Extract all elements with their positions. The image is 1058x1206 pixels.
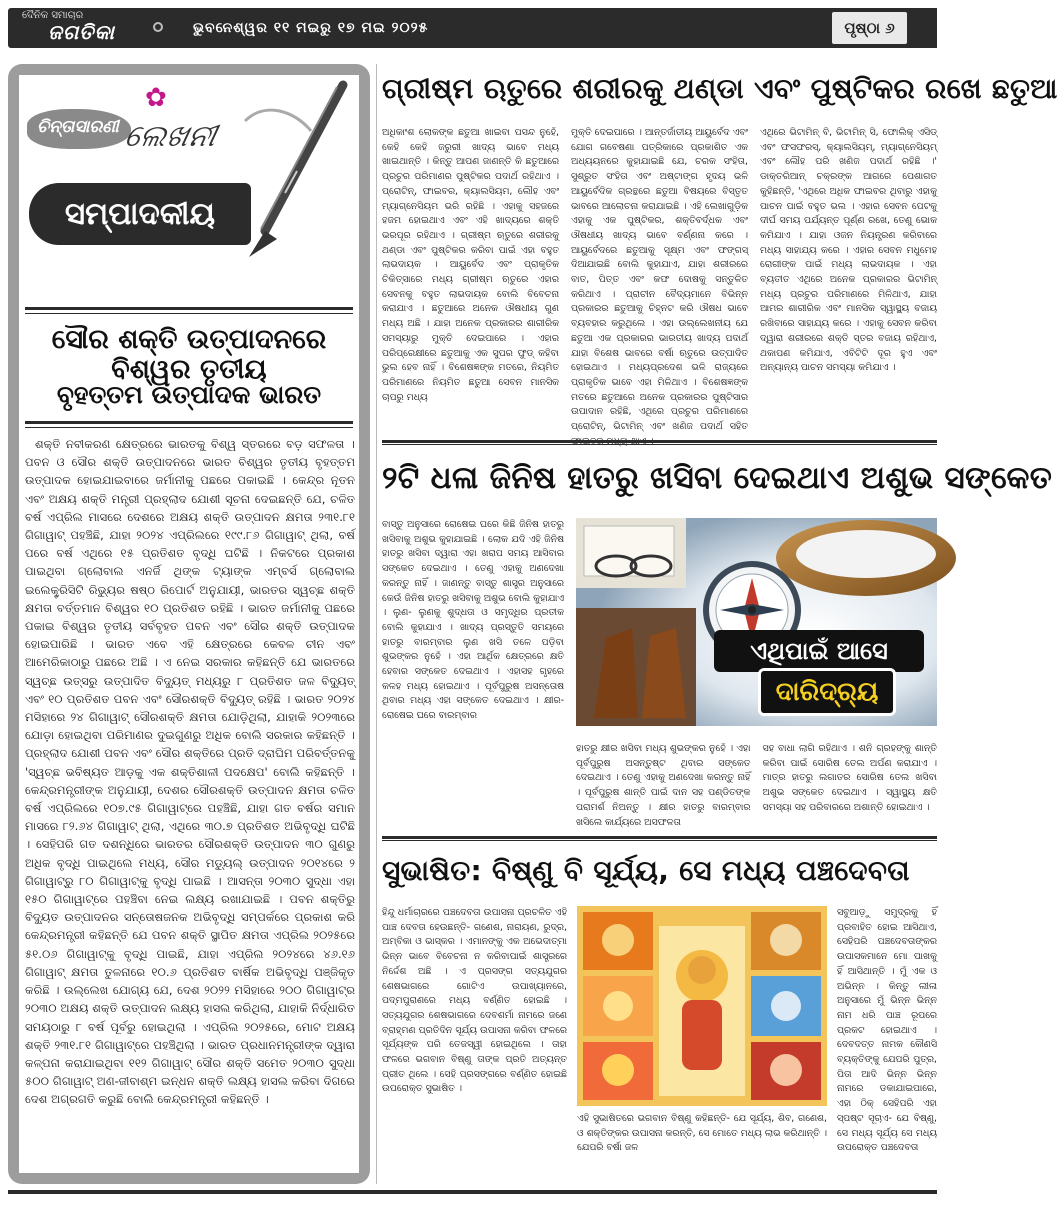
newspaper-logo bbox=[8, 8, 173, 48]
editorial-headline-line2: ବୃହତ୍ତମ ଉତ୍ପାଦକ ଭାରତ bbox=[56, 380, 322, 409]
editorial-banner bbox=[25, 81, 353, 261]
article-vastu bbox=[382, 450, 1053, 852]
editorial-headline-line1: ସୌର ଶକ୍ତି ଉତ୍ପାଦନରେ ବିଶ୍ୱର ତୃତୀୟ bbox=[51, 324, 327, 385]
article-intro: ବାସ୍ତୁ ଅନୁସାରେ ରୋଷେଇ ଘରେ କିଛି ଜିନିଷ ହାତରୁ ଖସିବାକୁ ଅଶୁଭ କୁହାଯାଇଛି । ଲୋକ ଯଦି ଏହି ଜିନିଷ ହାତରୁ ଖସିବା ଦ୍ୱାରା ଏହା ଖରାପ ସମୟ ଆସିବାର ସଙ୍କେତ ଦେଇଥାଏ । ତେଣୁ ଏହାକୁ ଅଣଦେଖା କରନ୍ତୁ ନାହିଁ । ଜାଣନ୍ତୁ ବାସ୍ତୁ ଶାସ୍ତ୍ର ଅନୁସାରେ କେଉଁ ଜିନିଷ ହାତରୁ ଖସିବାକୁ ଅଶୁଭ ବୋଲି କୁହାଯାଏ । ଲୁଣ- ଲୁଣକୁ ଶୁଦ୍ଧତା ଓ ସମୃଦ୍ଧିର ପ୍ରତୀକ ବୋଲି କୁହାଯାଏ । ଖାଦ୍ୟ ପ୍ରସ୍ତୁତି ସମୟରେ ହାତରୁ ବାରମ୍ବାର ଲୁଣ ଖସି ତଳେ ପଡ଼ିବା ଶୁଭଙ୍କର ନୁହେଁ । ଏହା ଆର୍ଥିକ କ୍ଷେତ୍ରରେ କ୍ଷତି ହେବାର ସଙ୍କେତ ଦେଇଥାଏ । ଏହାସହ ଗୃହରେ କଳହ ମଧ୍ୟ ହୋଇଥାଏ । ପୂର୍ବପୁରୁଷ ଅସନ୍ତୋଷ ଥିବାର ମଧ୍ୟ ଏହା ସଙ୍କେତ ଦେଇଥାଏ । କ୍ଷୀର- ରୋଷେଇ ଘରେ ବାରମ୍ବାର bbox=[382, 519, 564, 722]
article-headline: ଗ୍ରୀଷ୍ମ ଋତୁରେ ଶରୀରକୁ ଥଣ୍ଡା ଏବଂ ପୁଷ୍ଟିକର ରଖେ ଛତୁଆ bbox=[382, 72, 1058, 105]
article-headline: ସୁଭାଷିତ: ବିଷ୍ଣୁ ବି ସୂର୍ଯ୍ୟ, ସେ ମଧ୍ୟ ପଞ୍ଚଦେବତା bbox=[382, 854, 910, 887]
salt-shoes-photo bbox=[576, 518, 937, 726]
logo-small-text: ଦୈନିକ ସମାଚାର bbox=[22, 10, 84, 21]
section-title-box bbox=[29, 183, 251, 245]
section-title: ସମ୍ପାଦକୀୟ bbox=[64, 195, 216, 232]
photo-overlay bbox=[714, 630, 924, 672]
editorial-body bbox=[25, 435, 355, 1165]
article-column: ସହ ବାଧା ଲାଗି ରହିଥାଏ । ଶନି ଗ୍ରହଙ୍କୁ ଶାନ୍ତି କରିବା ପାଇଁ ସୋରିଷ ତେଲ ଅର୍ପଣ କରାଯାଏ । ମାତ୍ର ହାତରୁ ଲଗାତର ସୋରିଷ ତେଲ ଖସିବା ଅଶୁଭ ସଙ୍କେତ ଦେଇଥାଏ । ସ୍ୱାସ୍ଥ୍ୟ କ୍ଷତି ସମସ୍ୟା ସହ ପରିବାରରେ ଅଶାନ୍ତି ହୋଇଥାଏ । bbox=[762, 743, 937, 813]
article-column: ଅଧିକାଂଶ ଲୋକଙ୍କ ଛତୁଆ ଖାଇବା ପସନ୍ଦ ନୁହେଁ, କେହି କେହି ଜରୁରୀ ଖାଦ୍ୟ ଭାବେ ମଧ୍ୟ ଖାଇଥାନ୍ତି । କିନ୍ତୁ ଆପଣ ଜାଣନ୍ତି କି ଛତୁଆରେ ପ୍ରଚୁର ପରିମାଣର ପୁଷ୍ଟିକର ପଦାର୍ଥ ରହିଥାଏ । ପ୍ରୋଟିନ୍, ଫାଇବର, କ୍ୟାଲସିୟମ, ଲୌହ ଏବଂ ମ୍ୟାଗ୍ନେସିୟମ ଭରି ରହିଛି । ଏହାକୁ ସହଜରେ ହଜମ ହୋଇଥାଏ ଏବଂ ଏହି ଖାଦ୍ୟରେ ଶକ୍ତି ଭରପୂର ରହିଥାଏ । ଗ୍ରୀଷ୍ମ ଋତୁରେ ଶରୀରକୁ ଥଣ୍ଡା ଏବଂ ପୁଷ୍ଟିକର କରିବା ପାଇଁ ଏହା ବହୁତ ଲାଭଦାୟକ । ଆୟୁର୍ବେଦ ଏବଂ ପ୍ରାକୃତିକ ଚିକିତ୍ସାରେ ମଧ୍ୟ ଗ୍ରୀଷ୍ମ ଋତୁରେ ଏହାର ସେବନକୁ ବହୁତ ଲାଭଦାୟକ ବୋଲି ବିବେଚନା କରାଯାଏ । ଛତୁଆରେ ଅନେକ ଔଷଧୀୟ ଗୁଣ ମଧ୍ୟ ଅଛି । ଯାହା ଅନେକ ପ୍ରକାରର ଶାରୀରିକ ସମସ୍ୟାରୁ ମୁକ୍ତି ଦେଇପାରେ । ଏହାର ପରିପ୍ରେକ୍ଷୀରେ ଛତୁଆକୁ ଏକ ସୁପର ଫୁଡ୍ କହିବା ଭୁଲ ହେବ ନାହିଁ । ବିଶେଷଜ୍ଞଙ୍କ ମତରେ, ନିୟମିତ ପରିମାଣରେ ନିୟମିତ ଛତୁଆ ସେବନ ମାନସିକ ଚାପରୁ ମଧ୍ୟ bbox=[382, 127, 559, 403]
photo-overlay-accent bbox=[758, 668, 896, 716]
banner-scribble: ଲେଖନୀ bbox=[121, 119, 220, 154]
article-image-column bbox=[577, 906, 827, 1182]
overlay-line2: ଦାରିଦ୍ର୍ୟ bbox=[775, 676, 879, 707]
panchadevata-image bbox=[577, 906, 827, 1106]
article-column: ମୁକ୍ତି ଦେଇପାରେ । ଆନ୍ତର୍ଜାତୀୟ ଆୟୁର୍ବେଦ ଏବଂ ଯୋଗ ଗବେଷଣା ପତ୍ରିକାରେ ପ୍ରକାଶିତ ଏକ ଅଧ୍ୟୟନରେ କୁହାଯାଇଛି ଯେ, ଚରକ ସଂହିତା, ସୁଶ୍ରୁତ ସଂହିତା ଏବଂ ଅଷ୍ଟାଙ୍ଗ ହୃଦୟ ଭଳି ଆୟୁର୍ବେଦିକ ଗ୍ରନ୍ଥରେ ଛତୁଆ ବିଷୟରେ ବିସ୍ତୃତ ଭାବରେ ଆଲୋଚନା କରାଯାଇଛି । ଏହି ଲେଖାଗୁଡ଼ିକ ଏହାକୁ ଏକ ପୁଷ୍ଟିକର, ଶକ୍ତିବର୍ଦ୍ଧକ ଏବଂ ଔଷଧୀୟ ଖାଦ୍ୟ ଭାବେ ବର୍ଣ୍ଣନା କରେ । ଆୟୁର୍ବେଦରେ ଛତୁଆକୁ ସୂକ୍ଷ୍ମ ଏବଂ ଫଙ୍ଗସ୍ ଦିଆଯାଇଛି ବୋଲି କୁହାଯାଏ, ଯାହା ଶରୀରରେ ବାତ, ପିତ୍ତ ଏବଂ କଫ ଦୋଷକୁ ସନ୍ତୁଳିତ କରିଥାଏ । ପ୍ରାଚୀନ ବୈଦ୍ୟମାନେ ବିଭିନ୍ନ ପ୍ରକାରର ଛତୁଆକୁ ଚିହ୍ନଟ କରି ଔଷଧ ଭାବେ ବ୍ୟବହାର କରୁଥିଲେ । ଏହା ଉଲ୍ଲେଖନୀୟ ଯେ ଛତୁଆ ଏକ ପ୍ରକାରର ଭାରତୀୟ ଖାଦ୍ୟ ପଦାର୍ଥ ଯାହା ବିଶେଷ ଭାବରେ ବର୍ଷା ଋତୁରେ ଉତ୍ପାଦିତ ହୋଇଥାଏ । ମଧ୍ୟପ୍ରଦେଶ ଭଳି ରାଜ୍ୟରେ ପ୍ରାକୃତିକ ଭାବେ ଏହା ମିଳିଥାଏ । ବିଶେଷଜ୍ଞଙ୍କ ମତରେ ଛତୁଆରେ ଅନେକ ପ୍ରକାରର ପୁଷ୍ଟିସାର ଉପାଦାନ ରହିଛି, ଏଥିରେ ପ୍ରଚୁର ପରିମାଣରେ ପ୍ରୋଟିନ୍, ଭିଟାମିନ୍ ଏବଂ ଖଣିଜ ପଦାର୍ଥ ସହିତ ଫାଇବର ମଧ୍ୟ ଥାଏ । bbox=[571, 127, 748, 447]
banner-tag: ଚିନ୍ତାସାରଣୀ bbox=[37, 117, 119, 137]
article-column: ସବୁଆଡ଼ୁ ସମୁଦ୍ରକୁ ହିଁ ପ୍ରବାହିତ ହୋଇ ଆସିଥାଏ, ସେହିପରି ପଞ୍ଚଦେବତାଙ୍କର ଉପାସକମାନେ ମୋ ପାଖକୁ ହିଁ ଆସିଥାନ୍ତି । ମୁଁ ଏକ ଓ ଅଭିନ୍ନ । କିନ୍ତୁ ଲୀଳା ଅନୁସାରେ ମୁଁ ଭିନ୍ନ ଭିନ୍ନ ନାମ ଧରି ପାଞ୍ଚ ରୂପରେ ପ୍ରକଟ ହୋଇଥାଏ । ଦେବଦତ୍ତ ନାମକ କୌଣସି ବ୍ୟକ୍ତିଙ୍କୁ ଯେପରି ପୁତ୍ର, ପିତା ଆଦି ଭିନ୍ନ ଭିନ୍ନ ନାମରେ ଡକାଯାଇପାରେ, ଏହା ଠିକ୍ ସେହିପରି ଏହା ସ୍ପଷ୍ଟ ସୂଚାଏ- ଯେ ବିଷ୍ଣୁ, ସେ ମଧ୍ୟ ସୂର୍ଯ୍ୟ ସେ ମଧ୍ୟ ଉପରୋକ୍ତ ପଞ୍ଚଦେବତା bbox=[837, 907, 937, 1154]
article-top-row bbox=[382, 518, 937, 738]
article-column: ହାତରୁ କ୍ଷୀର ଖସିବା ମଧ୍ୟ ଶୁଭଙ୍କର ନୁହେଁ । ଏହା ପୂର୍ବପୁରୁଷ ଅସନ୍ତୁଷ୍ଟ ଥିବାର ସଙ୍କେତ ଦେଇଥାଏ । ତେଣୁ ଏହାକୁ ଅଣଦେଖା କରନ୍ତୁ ନାହିଁ । ପୂର୍ବପୁରୁଷ ଶାନ୍ତି ପାଇଁ ଦାନ ସହ ପଣ୍ଡିତଙ୍କ ପରାମର୍ଶ ନିଅନ୍ତୁ । କ୍ଷୀର ହାତରୁ ବାରମ୍ବାର ଖସିଲେ କାର୍ଯ୍ୟରେ ଅସଫଳତା bbox=[576, 743, 751, 828]
article-column: ଏହି ସୁଭାଷିତରେ ଭଗବାନ ବିଷ୍ଣୁ କହିଛନ୍ତି- ଯେ ସୂର୍ଯ୍ୟ, ଶିବ, ଗଣେଶ, ଓ ଶକ୍ତିଙ୍କର ଉପାସନା କରନ୍ତି, ସେ ମୋତେ ମଧ୍ୟ ଲାଭ କରିଥାନ୍ତି । ଯେପରି ବର୍ଷା ଜଳ bbox=[577, 1113, 827, 1154]
section-divider bbox=[382, 440, 937, 445]
title-rule bbox=[25, 307, 353, 314]
article-headline: ୨ଟି ଧଳା ଜିନିଷ ହାତରୁ ଖସିବା ଦେଇଥାଏ ଅଶୁଭ ସଙ୍କେତ bbox=[382, 460, 1053, 496]
masthead bbox=[8, 8, 937, 48]
article-row bbox=[382, 906, 937, 1182]
page-number: ପୃଷ୍ଠା ୬ bbox=[832, 12, 907, 44]
headline-rule bbox=[25, 421, 353, 428]
overlay-line1: ଏଥିପାଇଁ ଆସେ bbox=[750, 637, 888, 665]
article-mushroom bbox=[382, 64, 1058, 447]
article-column: ହିନ୍ଦୁ ଧର୍ମାଚାରରେ ପଞ୍ଚଦେବତା ଉପାସନା ପ୍ରଚଳିତ ଏହି ପାଞ୍ଚ ଦେବତା ହେଉଛନ୍ତି- ଗଣେଶ, ନାରାୟଣ, ରୁଦ୍ର, ଅମ୍ବିକା ଓ ଭାସ୍କର । ଏମାନଙ୍କୁ ଏକ ଅଭେଦାତ୍ମା ଭିନ୍ନ ଭାବେ ବିବେଚନା ନ କରିବାପାଇଁ ଶାସ୍ତ୍ରରେ ନିର୍ଦ୍ଦେଶ ଅଛି । ଏ ପ୍ରସଙ୍ଗ ସତ୍ୟଯୁଗର ଶେଷଭାଗରେ ଗୋଟିଏ ଉପାଖ୍ୟାନରେ, ପଦ୍ମପୁରାଣରେ ମଧ୍ୟ ବର୍ଣ୍ଣିତ ହୋଇଛି । ସତ୍ୟଯୁଗର ଶେଷଭାଗରେ ଦେବଶର୍ମା ନାମରେ ଜଣେ ବ୍ରାହ୍ମଣ ପ୍ରତିଦିନ ସୂର୍ଯ୍ୟ ଉପାସନା କରିବା ଫଳରେ ସୂର୍ଯ୍ୟଙ୍କ ପରି ତେଜସ୍ୱୀ ହୋଇଥିଲେ । ତାହା ଫଳରେ ଭଗବାନ ବିଷ୍ଣୁ ତାଙ୍କ ପ୍ରତି ଅତ୍ୟନ୍ତ ପ୍ରୀତ ଥିଲେ । ସେହି ପ୍ରସଙ୍ଗରେ ବର୍ଣ୍ଣିତ ହୋଇଛି ଉପରୋକ୍ତ ସୁଭାଷିତ । bbox=[382, 907, 567, 1095]
editorial-body-text: ଶକ୍ତି ନବୀକରଣ କ୍ଷେତ୍ରରେ ଭାରତକୁ ବିଶ୍ୱ ସ୍ତରରେ ବଡ଼ ସଫଳତା । ପବନ ଓ ସୌର ଶକ୍ତି ଉତ୍ପାଦନରେ ଭାରତ ବିଶ୍ୱର ତୃତୀୟ ବୃହତ୍ତମ ଉତ୍ପାଦକ ହୋଇଯାଇବାରେ ଜର୍ମାନୀକୁ ପଛରେ ପକାଇଛି । କେନ୍ଦ୍ର ନୂତନ ଏବଂ ଅକ୍ଷୟ ଶକ୍ତି ମନ୍ତ୍ରୀ ପ୍ରହ୍ଲାଦ ଯୋଶୀ ସୂଚନା ଦେଇଛନ୍ତି ଯେ, ଚଳିତ ବର୍ଷ ଏପ୍ରିଲ ମାସରେ ଦେଶରେ ଅକ୍ଷୟ ଶକ୍ତି ଉତ୍ପାଦନ କ୍ଷମତା ୨୩୧.୮୧ ଗିଗାୱାଟ୍ ପହଞ୍ଚିଛି, ଯାହା ୨୦୨୪ ଏପ୍ରିଲରେ ୧୯୯.୮୬ ଗିଗାୱାଟ୍ ଥିଲା, ବର୍ଷ ପରେ ବର୍ଷ ଏଥିରେ ୧୫ ପ୍ରତିଶତ ବୃଦ୍ଧି ଘଟିଛି । ନିକଟରେ ପ୍ରକାଶ ପାଇଥିବା ଗ୍ଲୋବାଲ ଏନର୍ଜି ଥିଙ୍କ ଟ୍ୟାଙ୍କ ଏମ୍ବର୍ସ ଗ୍ଲୋବାଲ ଇଲେକ୍ଟ୍ରିସିଟି ରିଭ୍ୟୁର ଷଷ୍ଠ ରିପୋର୍ଟ ଅନୁଯାୟୀ, ଭାରତର ସ୍ୱଚ୍ଛ ଶକ୍ତି କ୍ଷମତା ବର୍ତ୍ତମାନ ବିଶ୍ୱର ୧୦ ପ୍ରତିଶତ ରହିଛି । ଭାରତ ଜର୍ମାନୀକୁ ପଛରେ ପକାଇ ବିଶ୍ୱର ତୃତୀୟ ସର୍ବବୃହତ ପବନ ଏବଂ ସୌର ଶକ୍ତି ଉତ୍ପାଦକ ହୋଇପାରିଛି । ଭାରତ ଏବେ ଏହି କ୍ଷେତ୍ରରେ କେବଳ ଚୀନ ଏବଂ ଆମେରିକାଠାରୁ ପଛରେ ଅଛି । ଏ ନେଇ ସରକାର କହିଛନ୍ତି ଯେ ଭାରତରେ ସ୍ୱଚ୍ଛ ଉତ୍ସରୁ ଉତ୍ପାଦିତ ବିଦ୍ୟୁତ୍ ମଧ୍ୟରୁ ୮ ପ୍ରତିଶତ ଜଳ ବିଦ୍ୟୁତ୍ ଏବଂ ୧୦ ପ୍ରତିଶତ ପବନ ଏବଂ ସୌରଶକ୍ତି ବିଦ୍ୟୁତ୍ ରହିଛି । ଭାରତ ୨୦୨୪ ମସିହାରେ ୨୪ ଗିଗାୱାଟ୍ ସୌରଶକ୍ତି କ୍ଷମତା ଯୋଡ଼ିଥିଲା, ଯାହାକି ୨୦୨୩ରେ ଯୋଡ଼ା ହୋଇଥିବା ପରିମାଣର ଦୁଇଗୁଣରୁ ଅଧିକ ବୋଲି ସରକାର କହିଛନ୍ତି । ପ୍ରହ୍ଲାଦ ଯୋଶୀ ପବନ ଏବଂ ସୌର ଶକ୍ତିରେ ପ୍ରତି ଦ୍ରାଘିମ ପରିବର୍ତ୍ତନକୁ 'ସ୍ୱଚ୍ଛ ଭବିଷ୍ୟତ ଆଡ଼କୁ ଏକ ଶକ୍ତିଶାଳୀ ପଦକ୍ଷେପ' ବୋଲି କହିଛନ୍ତି । କେନ୍ଦ୍ରମନ୍ତ୍ରୀଙ୍କ ଅନୁଯାୟୀ, ଦେଶର ସୌରଶକ୍ତି ଉତ୍ପାଦନ କ୍ଷମତା ଚଳିତ ବର୍ଷ ଏପ୍ରିଲରେ ୧୦୭.୯୫ ଗିଗାୱାଟ୍‌ରେ ପହଞ୍ଚିଛି, ଯାହା ଗତ ବର୍ଷର ସମାନ ମାସରେ ୮୨.୬୪ ଗିଗାୱାଟ୍ ଥିଲା, ଏଥିରେ ୩୦.୭ ପ୍ରତିଶତ ଅଭିବୃଦ୍ଧି ଘଟିଛି । ସେହିପରି ଗତ ଦଶନ୍ଧିରେ ଭାରତର ସୌରଶକ୍ତି ଉତ୍ପାଦନ ୩୦ ଗୁଣରୁ ଅଧିକ ବୃଦ୍ଧି ପାଇଥିଲେ ମଧ୍ୟ, ସୌର ମଡ୍ୟୁଲ୍ ଉତ୍ପାଦନ ୨୦୧୪ରେ ୨ ଗିଗାୱାଟ୍‌ରୁ ୮୦ ଗିଗାୱାଟ୍‌କୁ ବୃଦ୍ଧି ପାଇଛି । ଆସନ୍ତା ୨୦୩୦ ସୁଦ୍ଧା ଏହା ୧୫୦ ଗିଗାୱାଟ୍‌ରେ ପହଞ୍ଚିବା ନେଇ ଲକ୍ଷ୍ୟ ରଖାଯାଇଛି । ପବନ ଶକ୍ତିରୁ ବିଦ୍ୟୁତ ଉତ୍ପାଦନର ସନ୍ତୋଷଜନକ ଅଭିବୃଦ୍ଧି ସମ୍ପର୍କରେ ପ୍ରକାଶ କରି କେନ୍ଦ୍ରମନ୍ତ୍ରୀ କହିଛନ୍ତି ଯେ ପବନ ଶକ୍ତି ସ୍ଥାପିତ କ୍ଷମତା ଏପ୍ରିଲ ୨୦୨୫ରେ ୫୧.୦୬ ଗିଗାୱାଟ୍‌କୁ ବୃଦ୍ଧି ପାଇଛି, ଯାହା ଏପ୍ରିଲ ୨୦୨୪ରେ ୪୬.୧୬ ଗିଗାୱାଟ୍ କ୍ଷମତା ତୁଳନାରେ ୧୦.୬ ପ୍ରତିଶତ ବାର୍ଷିକ ଅଭିବୃଦ୍ଧି ପଞ୍ଜିକୃତ କରିଛି । ଉଲ୍ଲେଖ ଯୋଗ୍ୟ ଯେ, ଦେଶ ୨୦୨୨ ମସିହାରେ ୨୦୦ ଗିଗାୱାଟ୍‌ର ୨୦୩୦ ଅକ୍ଷୟ ଶକ୍ତି ଉତ୍ପାଦନ ଲକ୍ଷ୍ୟ ହାସଲ କରିଥିଲା, ଯାହାକି ନିର୍ଦ୍ଧାରିତ ସମୟଠାରୁ ୮ ବର୍ଷ ପୂର୍ବରୁ ହୋଇଥିଲା । ଏପ୍ରିଲ ୨୦୨୫ରେ, ମୋଟ ଅକ୍ଷୟ ଶକ୍ତି ୨୩୧.୮୧ ଗିଗାୱାଟ୍‌ରେ ପହଞ୍ଚିଥିଲା । ଭାରତ ପ୍ରଧାନମନ୍ତ୍ରୀଙ୍କ ଦ୍ୱାରା କଳ୍ପନା କରାଯାଇଥିବା ୧୧୨ ଗିଗାୱାଟ୍ ସୌର ଶକ୍ତି ସମେତ ୨୦୩୦ ସୁଦ୍ଧା ୫୦୦ ଗିଗାୱାଟ୍ ଅଣ-ଜୀବାଶ୍ମ ଇନ୍ଧନ ଶକ୍ତି ଲକ୍ଷ୍ୟ ହାସଲ କରିବା ଦିଗରେ ଦେଶ ଅଗ୍ରଗତି କରୁଛି ବୋଲି କେନ୍ଦ୍ରମନ୍ତ୍ରୀ କହିଛନ୍ତି । bbox=[25, 437, 355, 1107]
dateline: ଭୁବନେଶ୍ୱର ୧୧ ମଇରୁ ୧୭ ମଇ ୨୦୨୫ bbox=[193, 20, 429, 36]
article-columns bbox=[382, 126, 937, 447]
column-divider bbox=[376, 64, 377, 1184]
masthead-tail bbox=[913, 8, 937, 48]
logo-main-text: ଜଗତିକା bbox=[48, 20, 115, 44]
editorial-panel bbox=[8, 64, 370, 1184]
editorial-inner bbox=[19, 75, 359, 1173]
article-column: ଏଥିରେ ଭିଟାମିନ୍ ବି, ଭିଟାମିନ୍ ସି, ଫୋଲିକ୍ ଏସିଡ୍ ଏବଂ ଫସଫରସ୍, କ୍ୟାଲସିୟମ୍, ମ୍ୟାଗ୍ନେସିୟମ୍ ଏବଂ ଲୌହ ପରି ଖଣିଜ ପଦାର୍ଥ ରହିଛି ।' ଡାକ୍ତରିଆନ୍ ଚକ୍ରଙ୍କ ଆଗରେ ପେଶାଗତ କୁହିଛନ୍ତି, 'ଏଥିରେ ଅଧିକ ଫାଇବର ଥିବାରୁ ଏହାକୁ ପାଚନ ପାଇଁ ବହୁତ ଭଲ । ଏହାର ସେବନ ପେଟକୁ ଦୀର୍ଘ ସମୟ ପର୍ଯ୍ୟନ୍ତ ପୂର୍ଣ୍ଣ ରଖେ, ତେଣୁ ଭୋକ କମିଯାଏ । ଯାହା ଓଜନ ନିୟନ୍ତ୍ରଣ କରିବାରେ ମଧ୍ୟ ସାହାଯ୍ୟ କରେ । ଏହାର ସେବନ ମଧୁମେହ ରୋଗୀଙ୍କ ପାଇଁ ମଧ୍ୟ ଲାଭଦାୟକ । ଏହା ବ୍ୟତୀତ ଏଥିରେ ଅନେକ ପ୍ରକାରର ଭିଟାମିନ୍ ମଧ୍ୟ ପ୍ରଚୁର ପରିମାଣରେ ମିଳିଥାଏ, ଯାହା ଆମର ଶାରୀରିକ ଏବଂ ମାନସିକ ସ୍ୱାସ୍ଥ୍ୟ ବଜାୟ ରଖିବାରେ ସାହାଯ୍ୟ କରେ । ଏହାକୁ ସେବନ କରିବା ଦ୍ୱାରା ଶରୀରରେ ଶକ୍ତି ସ୍ତର ବଜାୟ ରହିଥାଏ, ଥକାପଣ କମିଯାଏ, ଏବିଟିଟି ଦୂର ହୁଏ ଏବଂ ଅନ୍ୟାନ୍ୟ ପାଚନ ସମସ୍ୟା କମିଯାଏ । bbox=[760, 127, 937, 374]
lotus-icon: ✿ bbox=[145, 83, 167, 113]
logo-mark-icon bbox=[153, 22, 163, 32]
deity-collage bbox=[577, 906, 827, 1106]
section-divider bbox=[382, 836, 937, 841]
article-subhashita bbox=[382, 846, 937, 1182]
footer-rule bbox=[8, 1190, 937, 1194]
